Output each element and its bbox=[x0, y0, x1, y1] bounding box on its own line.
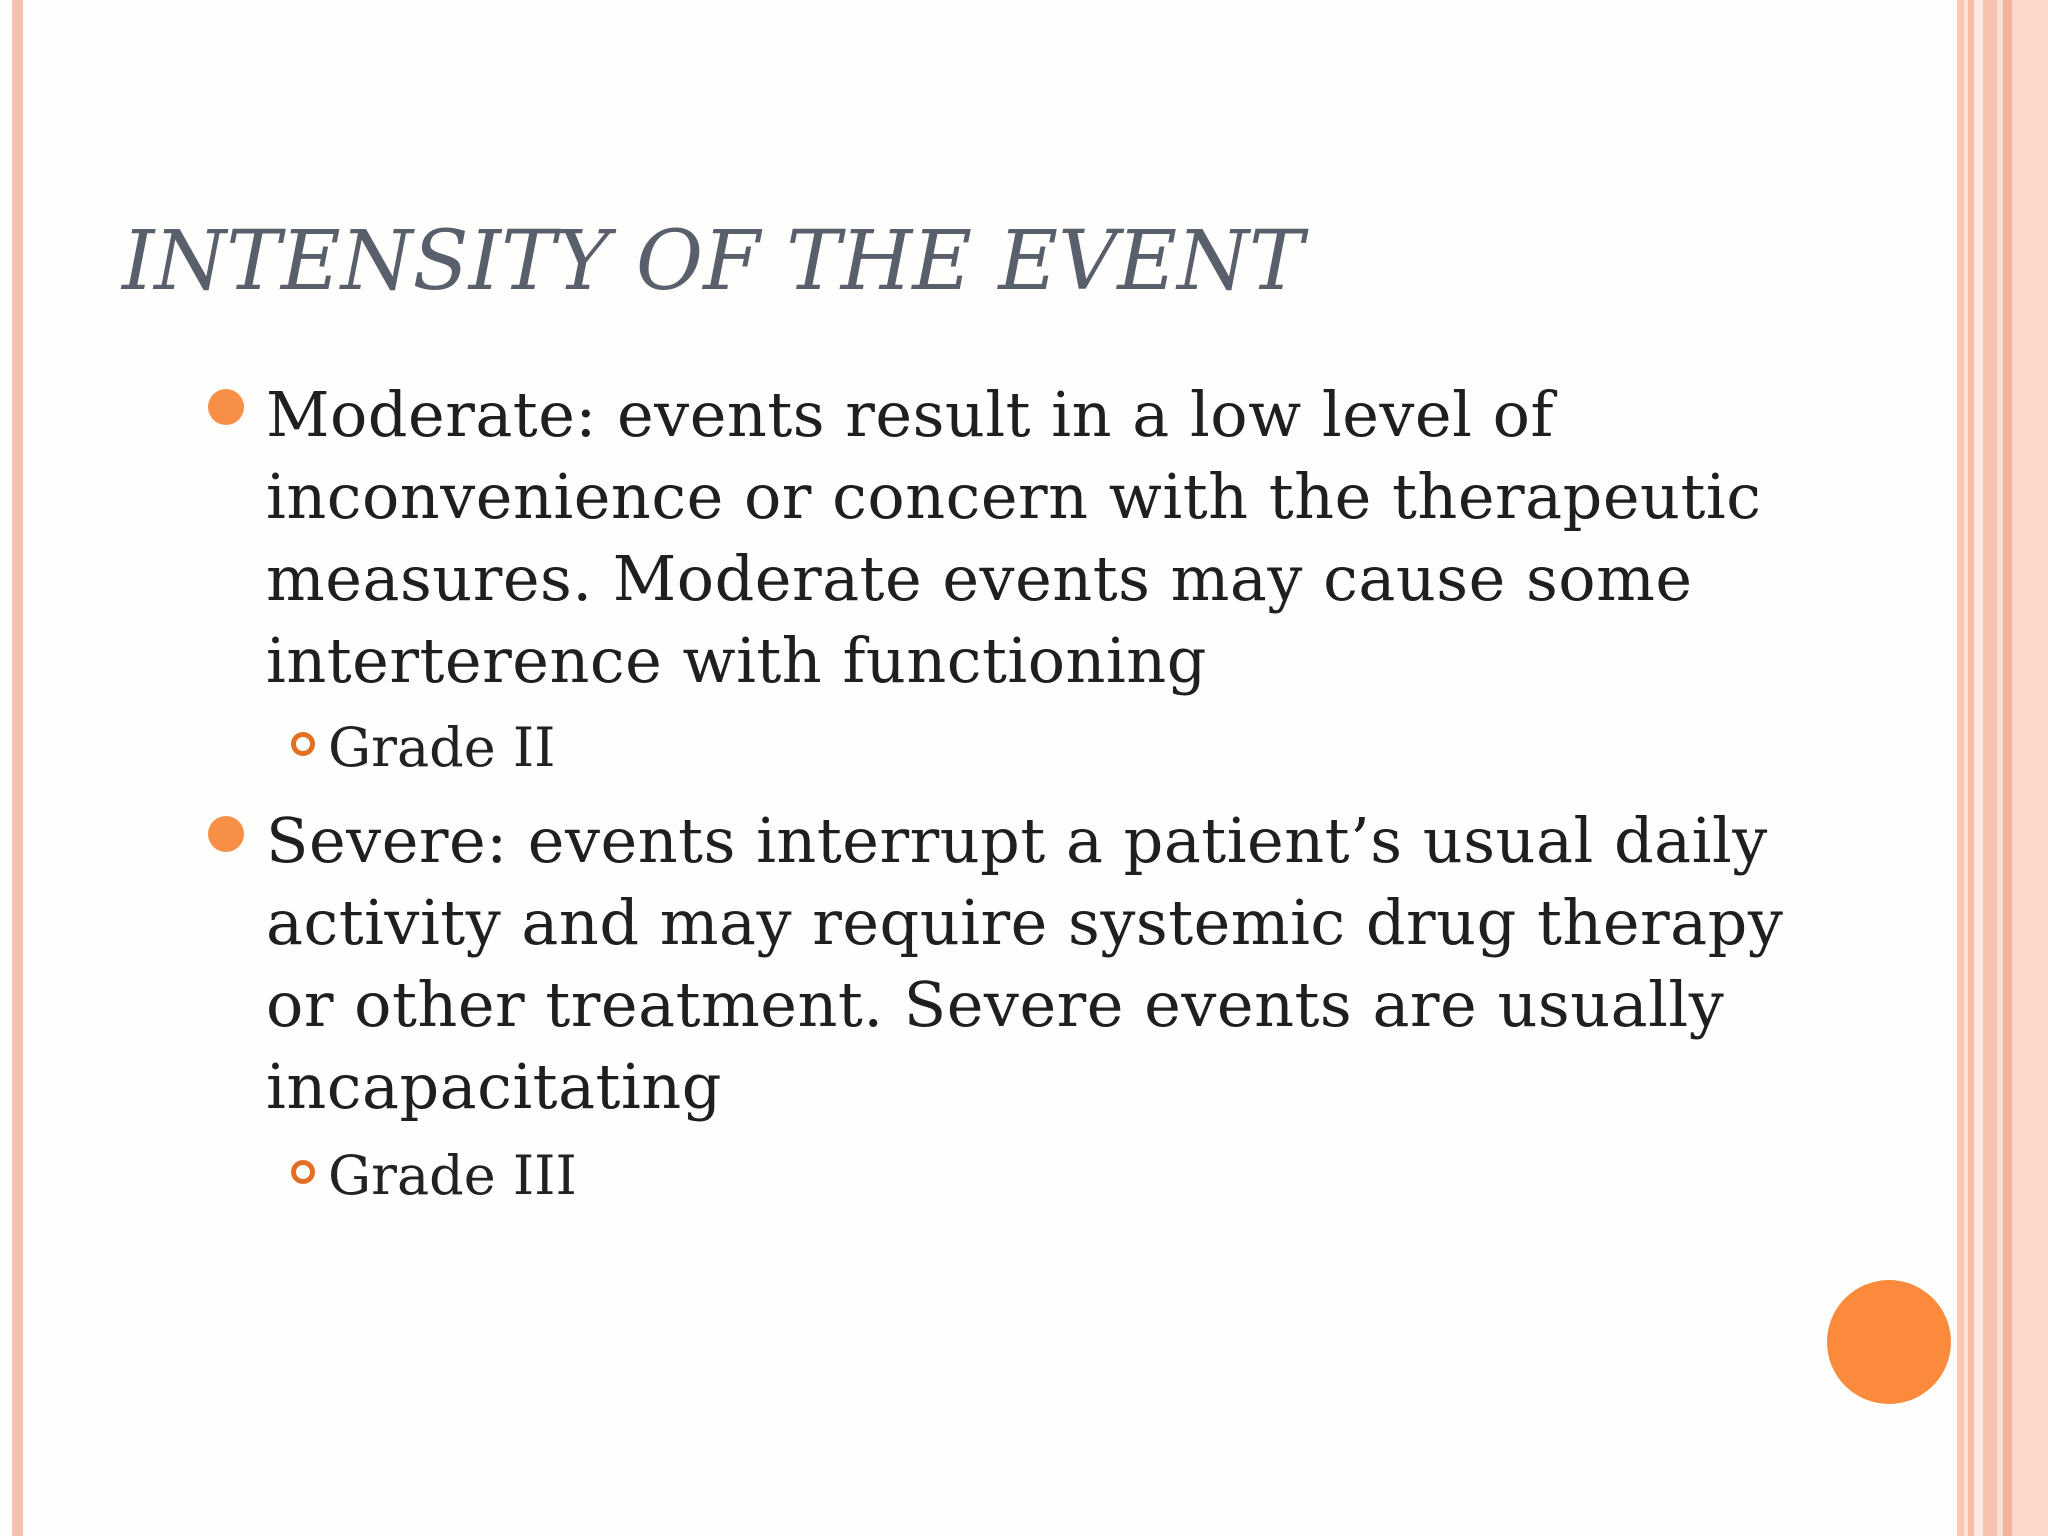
decorative-circle bbox=[1827, 1280, 1951, 1404]
right-border-stripe bbox=[1957, 0, 1964, 1536]
list-item-severe: Severe: events interrupt a patient’s usual daily activity and may require systemic drug therapy or other treatment. Severe events are usually incapacitating bbox=[266, 804, 1784, 1123]
sub-item-grade-iii: Grade III bbox=[328, 1144, 577, 1207]
sub-item-grade-ii: Grade II bbox=[328, 716, 556, 779]
right-border-stripe bbox=[2012, 0, 2048, 1536]
bullet-dot-icon bbox=[208, 389, 244, 425]
right-border-stripe bbox=[1983, 0, 1997, 1536]
sub-bullet-ring-icon bbox=[291, 732, 315, 756]
left-border-bar bbox=[12, 0, 23, 1536]
slide-title: INTENSITY OF THE EVENT bbox=[122, 214, 1304, 309]
right-border-stripe bbox=[1974, 0, 1983, 1536]
right-border-stripe bbox=[2003, 0, 2012, 1536]
sub-bullet-ring-icon bbox=[291, 1160, 315, 1184]
bullet-dot-icon bbox=[208, 816, 244, 852]
list-item-moderate: Moderate: events result in a low level of inconvenience or concern with the therapeutic measures. Moderate events may cause some interterence with functioning bbox=[266, 378, 1762, 697]
